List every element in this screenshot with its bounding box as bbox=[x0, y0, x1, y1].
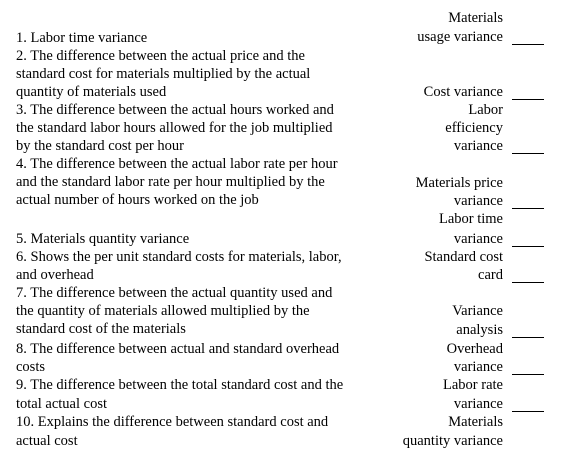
definition-9-line-2: total actual cost bbox=[16, 396, 107, 412]
term-cost-variance: Cost variance bbox=[423, 84, 503, 100]
answer-blank-variance-analysis[interactable] bbox=[512, 337, 544, 338]
term-labor-efficiency-line-3: variance bbox=[453, 138, 503, 154]
term-overhead-variance-line-1: Overhead bbox=[446, 341, 503, 357]
answer-blank-materials-price[interactable] bbox=[512, 208, 544, 209]
definition-6-line-2: and overhead bbox=[16, 267, 94, 283]
answer-blank-labor-rate[interactable] bbox=[512, 411, 544, 412]
term-materials-usage-line-1: Materials bbox=[448, 10, 503, 26]
definition-3-line-3: by the standard cost per hour bbox=[16, 138, 184, 154]
definition-8-line-1: 8. The difference between actual and standard overhead bbox=[16, 341, 340, 357]
term-materials-quantity-line-2: quantity variance bbox=[402, 433, 503, 449]
term-materials-price-line-2: variance bbox=[453, 193, 503, 209]
term-labor-efficiency-line-2: efficiency bbox=[445, 120, 503, 136]
definition-10-line-2: actual cost bbox=[16, 433, 78, 449]
definition-10-line-1: 10. Explains the difference between standard cost and bbox=[16, 414, 329, 430]
term-materials-usage-line-2: usage variance bbox=[417, 29, 503, 45]
term-standard-cost-card-line-1: Standard cost bbox=[424, 249, 503, 265]
answer-blank-overhead-variance[interactable] bbox=[512, 374, 544, 375]
term-materials-price-line-1: Materials price bbox=[415, 175, 503, 191]
definition-7-line-1: 7. The difference between the actual quantity used and bbox=[16, 285, 333, 301]
definition-9-line-1: 9. The difference between the total standard cost and the bbox=[16, 377, 344, 393]
answer-blank-labor-time[interactable] bbox=[512, 246, 544, 247]
definition-1-line-1: 1. Labor time variance bbox=[16, 30, 148, 46]
term-labor-time-line-2: variance bbox=[453, 231, 503, 247]
definition-3-line-1: 3. The difference between the actual hours worked and bbox=[16, 102, 334, 118]
definition-4-line-3: actual number of hours worked on the job bbox=[16, 192, 259, 208]
term-standard-cost-card-line-2: card bbox=[478, 267, 503, 283]
term-labor-efficiency-line-1: Labor bbox=[468, 102, 503, 118]
answer-blank-standard-cost-card[interactable] bbox=[512, 282, 544, 283]
definition-2-line-1: 2. The difference between the actual price and the bbox=[16, 48, 305, 64]
answer-blank-labor-efficiency[interactable] bbox=[512, 153, 544, 154]
term-variance-analysis-line-2: analysis bbox=[456, 322, 503, 338]
answer-blank-materials-usage[interactable] bbox=[512, 44, 544, 45]
definition-7-line-3: standard cost of the materials bbox=[16, 321, 186, 337]
definition-8-line-2: costs bbox=[16, 359, 45, 375]
term-labor-rate-line-1: Labor rate bbox=[443, 377, 503, 393]
definition-3-line-2: the standard labor hours allowed for the job multiplied bbox=[16, 120, 333, 136]
answer-blank-cost-variance[interactable] bbox=[512, 99, 544, 100]
term-overhead-variance-line-2: variance bbox=[453, 359, 503, 375]
term-labor-time-line-1: Labor time bbox=[438, 211, 503, 227]
definition-4-line-1: 4. The difference between the actual labor rate per hour bbox=[16, 156, 338, 172]
term-materials-quantity-line-1: Materials bbox=[448, 414, 503, 430]
definition-4-line-2: and the standard labor rate per hour multiplied by the bbox=[16, 174, 325, 190]
definition-2-line-3: quantity of materials used bbox=[16, 84, 167, 100]
term-labor-rate-line-2: variance bbox=[453, 396, 503, 412]
definition-2-line-2: standard cost for materials multiplied by the actual bbox=[16, 66, 311, 82]
definition-5-line-1: 5. Materials quantity variance bbox=[16, 231, 190, 247]
term-variance-analysis-line-1: Variance bbox=[452, 303, 503, 319]
definition-7-line-2: the quantity of materials allowed multiplied by the bbox=[16, 303, 310, 319]
definition-6-line-1: 6. Shows the per unit standard costs for materials, labor, bbox=[16, 249, 342, 265]
